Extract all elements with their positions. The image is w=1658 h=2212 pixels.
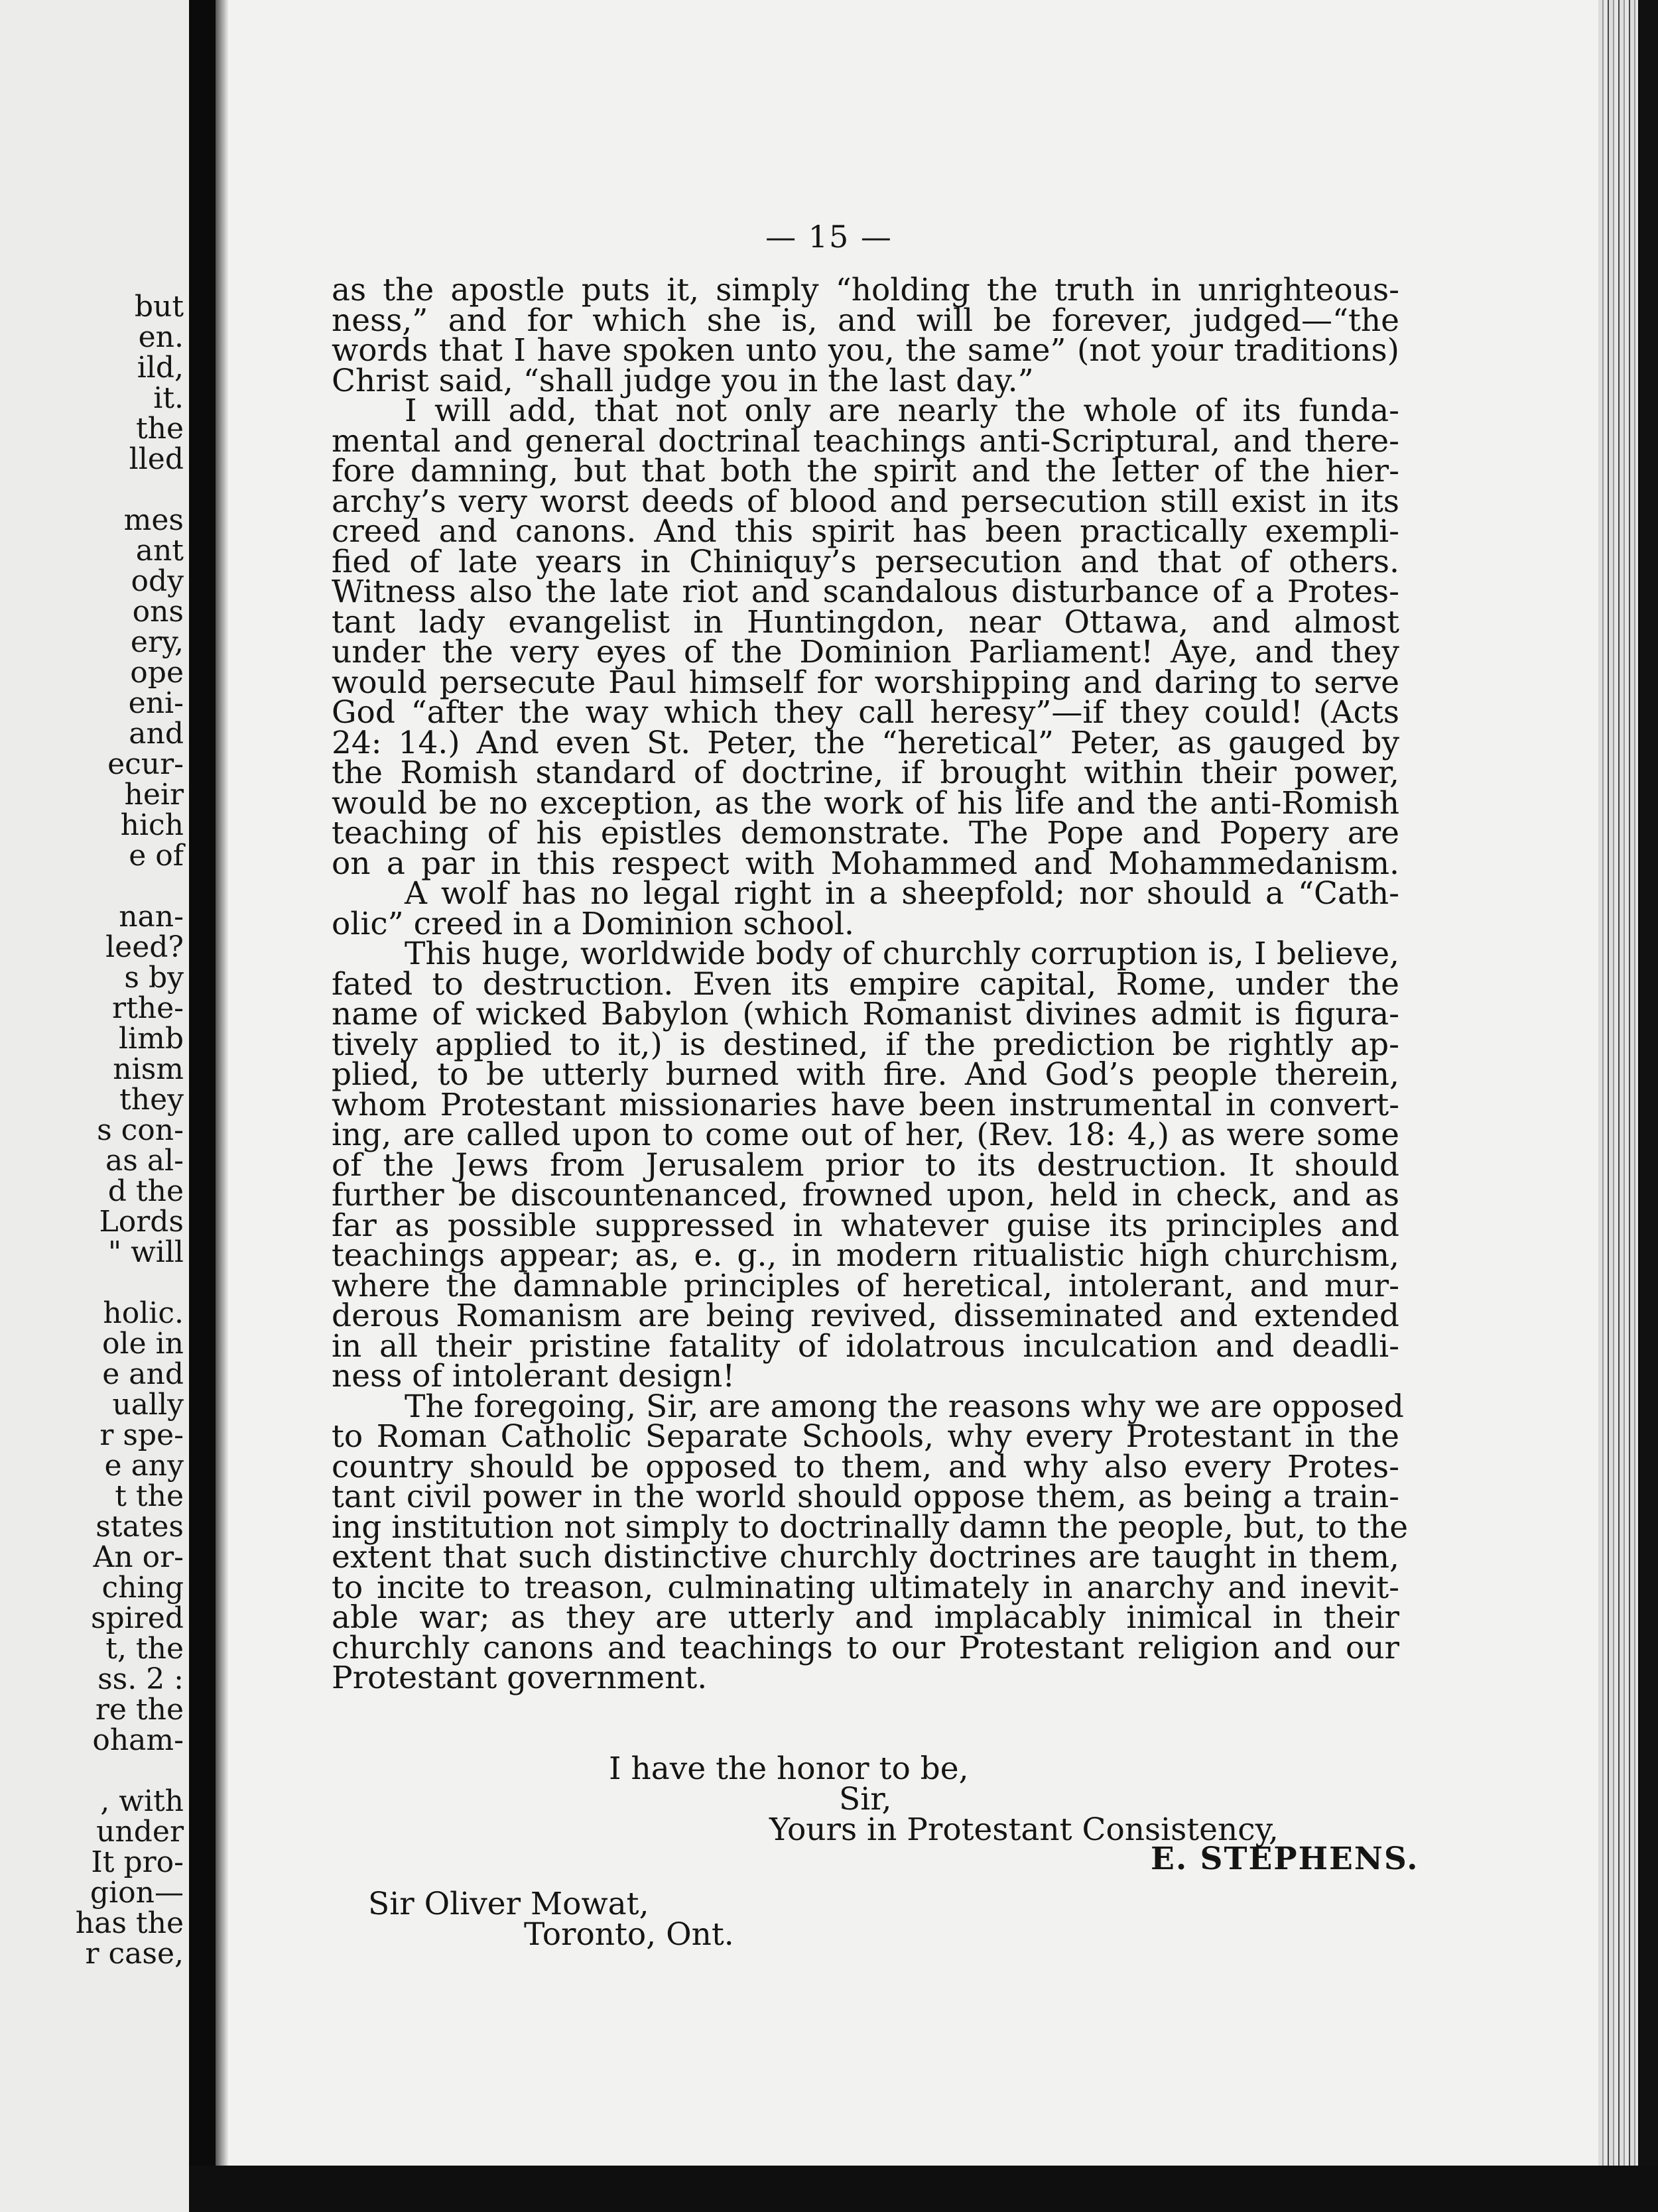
left-page-fragment: It pro-: [91, 1845, 184, 1879]
left-page-fragment: ant: [135, 534, 184, 568]
left-page-fragment: they: [119, 1083, 184, 1117]
body-line: The foregoing, Sir, are among the reasons why we are opposed: [405, 1388, 1404, 1425]
body-line: words that I have spoken unto you, the same” (not your traditions): [332, 332, 1399, 369]
signature: E. STEPHENS.: [1151, 1841, 1419, 1877]
left-page-fragment: e any: [104, 1449, 184, 1483]
closing-honor: I have the honor to be,: [609, 1751, 969, 1787]
left-page-fragment: limb: [118, 1022, 184, 1056]
left-page-fragment: Lords: [99, 1205, 184, 1239]
left-page-fragment: spired: [90, 1601, 184, 1635]
left-page-fragment: nism: [113, 1052, 184, 1086]
body-line: to Roman Catholic Separate Schools, why every Protestant in the: [332, 1418, 1399, 1455]
left-page-fragment: e of: [129, 839, 184, 873]
body-line: mental and general doctrinal teachings anti-Scriptural, and there-: [332, 422, 1399, 460]
body-line: Christ said, “shall judge you in the last day.”: [332, 362, 1034, 399]
left-page-fragment: ecur-: [107, 747, 184, 781]
body-line: ness of intolerant design!: [332, 1358, 735, 1394]
body-line: would be no exception, as the work of his life and the anti-Romish: [332, 784, 1399, 822]
body-line: to incite to treason, culminating ultimately in anarchy and inevit-: [332, 1569, 1399, 1606]
left-page-fragment: under: [96, 1815, 184, 1849]
scan-border-right: [1638, 0, 1658, 2212]
left-page-fragment: ching: [101, 1571, 184, 1605]
body-line: 24: 14.) And even St. Peter, the “heretical” Peter, as gauged by: [332, 724, 1399, 761]
body-line: tant civil power in the world should oppose them, as being a train-: [332, 1479, 1399, 1515]
left-page-fragment: r case,: [85, 1937, 184, 1971]
body-line: whom Protestant missionaries have been instrumental in convert-: [332, 1086, 1399, 1123]
left-page-fragment: states: [96, 1510, 184, 1544]
left-page-fragment: , with: [100, 1784, 184, 1818]
left-page-fragment: holic.: [103, 1296, 184, 1330]
body-line: able war; as they are utterly and implacably inimical in their: [332, 1599, 1399, 1636]
body-line: Witness also the late riot and scandalous disturbance of a Protes-: [332, 574, 1399, 610]
body-line: plied, to be utterly burned with fire. And God’s people therein,: [332, 1056, 1399, 1093]
left-page-fragment: " will: [107, 1235, 184, 1269]
body-line: teaching of his epistles demonstrate. The Pope and Popery are: [332, 815, 1399, 851]
body-line: under the very eyes of the Dominion Parliament! Aye, and they: [332, 634, 1399, 670]
left-page-fragment: heir: [124, 778, 184, 812]
left-page-fragment: ons: [132, 595, 184, 629]
body-line: in all their pristine fatality of idolatrous inculcation and deadli-: [332, 1327, 1399, 1365]
left-page-fragment: s con-: [97, 1113, 184, 1147]
left-page-fragment: ole in: [102, 1327, 184, 1361]
left-page-fragment: An or-: [93, 1540, 184, 1574]
body-line: Protestant government.: [332, 1660, 708, 1696]
left-page-fragment: hich: [120, 808, 184, 842]
left-page-fragment: leed?: [105, 930, 184, 964]
left-page-fragment: d the: [107, 1174, 184, 1208]
body-line: far as possible suppressed in whatever guise its principles and: [332, 1207, 1399, 1244]
left-page-fragment: has the: [75, 1906, 184, 1940]
body-line: creed and canons. And this spirit has been practically exempli-: [332, 513, 1399, 550]
left-page-fragment: re the: [95, 1693, 184, 1727]
left-page-fragment: en.: [138, 320, 184, 354]
body-line: fied of late years in Chiniquy’s persecution and that of others.: [332, 543, 1399, 580]
body-line: ing institution not simply to doctrinally damn the people, but, to the: [332, 1508, 1409, 1546]
left-page-fragment: ually: [112, 1388, 184, 1422]
left-page-fragment: and: [129, 717, 184, 751]
left-page-fragment: e and: [102, 1357, 184, 1391]
body-line: would persecute Paul himself for worshipping and daring to serve: [332, 664, 1399, 701]
body-line: derous Romanism are being revived, disseminated and extended: [332, 1298, 1399, 1334]
addressee-name: Sir Oliver Mowat,: [368, 1886, 649, 1922]
left-page-fragment: but: [134, 290, 184, 324]
left-page-fragment: r spe-: [99, 1418, 184, 1452]
left-page-fragment: t the: [115, 1479, 184, 1513]
left-page-fragment: gion—: [90, 1876, 184, 1910]
body-line: fated to destruction. Even its empire capital, Rome, under the: [332, 965, 1399, 1003]
left-facing-page: [0, 0, 189, 2212]
body-line: where the damnable principles of heretical, intolerant, and mur-: [332, 1267, 1399, 1304]
left-page-fragment: ery,: [130, 625, 184, 659]
left-page-fragment: ody: [131, 564, 184, 598]
body-line: on a par in this respect with Mohammed and Mohammedanism.: [332, 845, 1399, 882]
body-line: ness,” and for which she is, and will be forever, judged—“the: [332, 302, 1399, 339]
page-gutter: [189, 0, 216, 2212]
left-page-fragment: eni-: [128, 686, 184, 720]
body-line: tively applied to it,) is destined, if the prediction be rightly ap-: [332, 1026, 1399, 1063]
left-page-fragment: ope: [130, 656, 184, 690]
body-line: olic” creed in a Dominion school.: [332, 905, 854, 942]
page-number: — 15 —: [765, 219, 893, 255]
body-line: archy’s very worst deeds of blood and persecution still exist in its: [332, 483, 1399, 520]
left-page-fragment: lled: [129, 442, 184, 476]
left-page-fragment: the: [135, 412, 184, 446]
gutter-shadow: [216, 0, 229, 2212]
body-line: extent that such distinctive churchly doctrines are taught in them,: [332, 1539, 1399, 1575]
left-page-fragment: mes: [123, 503, 184, 537]
body-line: churchly canons and teachings to our Protestant religion and our: [332, 1629, 1399, 1666]
left-page-fragment: as al-: [105, 1144, 184, 1178]
body-line: This huge, worldwide body of churchly corruption is, I believe,: [405, 936, 1399, 972]
addressee-place: Toronto, Ont.: [524, 1916, 734, 1953]
letter-body: [332, 272, 1409, 1696]
left-page-fragment: it.: [153, 381, 184, 415]
body-line: country should be opposed to them, and why also every Protes-: [332, 1448, 1399, 1485]
body-line: the Romish standard of doctrine, if brought within their power,: [332, 755, 1399, 791]
left-page-fragment: rthe-: [112, 991, 184, 1025]
body-line: ing, are called upon to come out of her, (Rev. 18: 4,) as were some: [332, 1117, 1399, 1153]
body-line: name of wicked Babylon (which Romanist divines admit is figura-: [332, 996, 1399, 1032]
left-page-fragment: t, the: [105, 1632, 184, 1666]
body-line: of the Jews from Jerusalem prior to its destruction. It should: [332, 1146, 1399, 1184]
left-page-fragment: nan-: [119, 900, 184, 934]
body-line: God “after the way which they call heresy”—if they could! (Acts: [332, 694, 1399, 731]
body-line: as the apostle puts it, simply “holding the truth in unrighteous-: [332, 272, 1399, 308]
closing-yours: Yours in Protestant Consistency,: [769, 1812, 1279, 1848]
closing-sir: Sir,: [839, 1781, 892, 1817]
body-line: fore damning, but that both the spirit and the letter of the hier-: [332, 453, 1399, 489]
left-page-fragment: ild,: [137, 351, 184, 385]
body-line: tant lady evangelist in Huntingdon, near Ottawa, and almost: [332, 603, 1399, 641]
left-page-fragment: ss. 2 :: [97, 1662, 184, 1696]
body-line: further be discountenanced, frowned upon, held in check, and as: [332, 1177, 1399, 1213]
body-line: A wolf has no legal right in a sheepfold; nor should a “Cath-: [405, 875, 1399, 912]
body-line: I will add, that not only are nearly the whole of its funda-: [405, 393, 1399, 429]
left-page-fragment: oham-: [92, 1723, 184, 1757]
left-page-fragment: s by: [124, 961, 184, 995]
scan-border-bottom: [189, 2166, 1658, 2212]
body-line: teachings appear; as, e. g., in modern ritualistic high churchism,: [332, 1237, 1399, 1274]
